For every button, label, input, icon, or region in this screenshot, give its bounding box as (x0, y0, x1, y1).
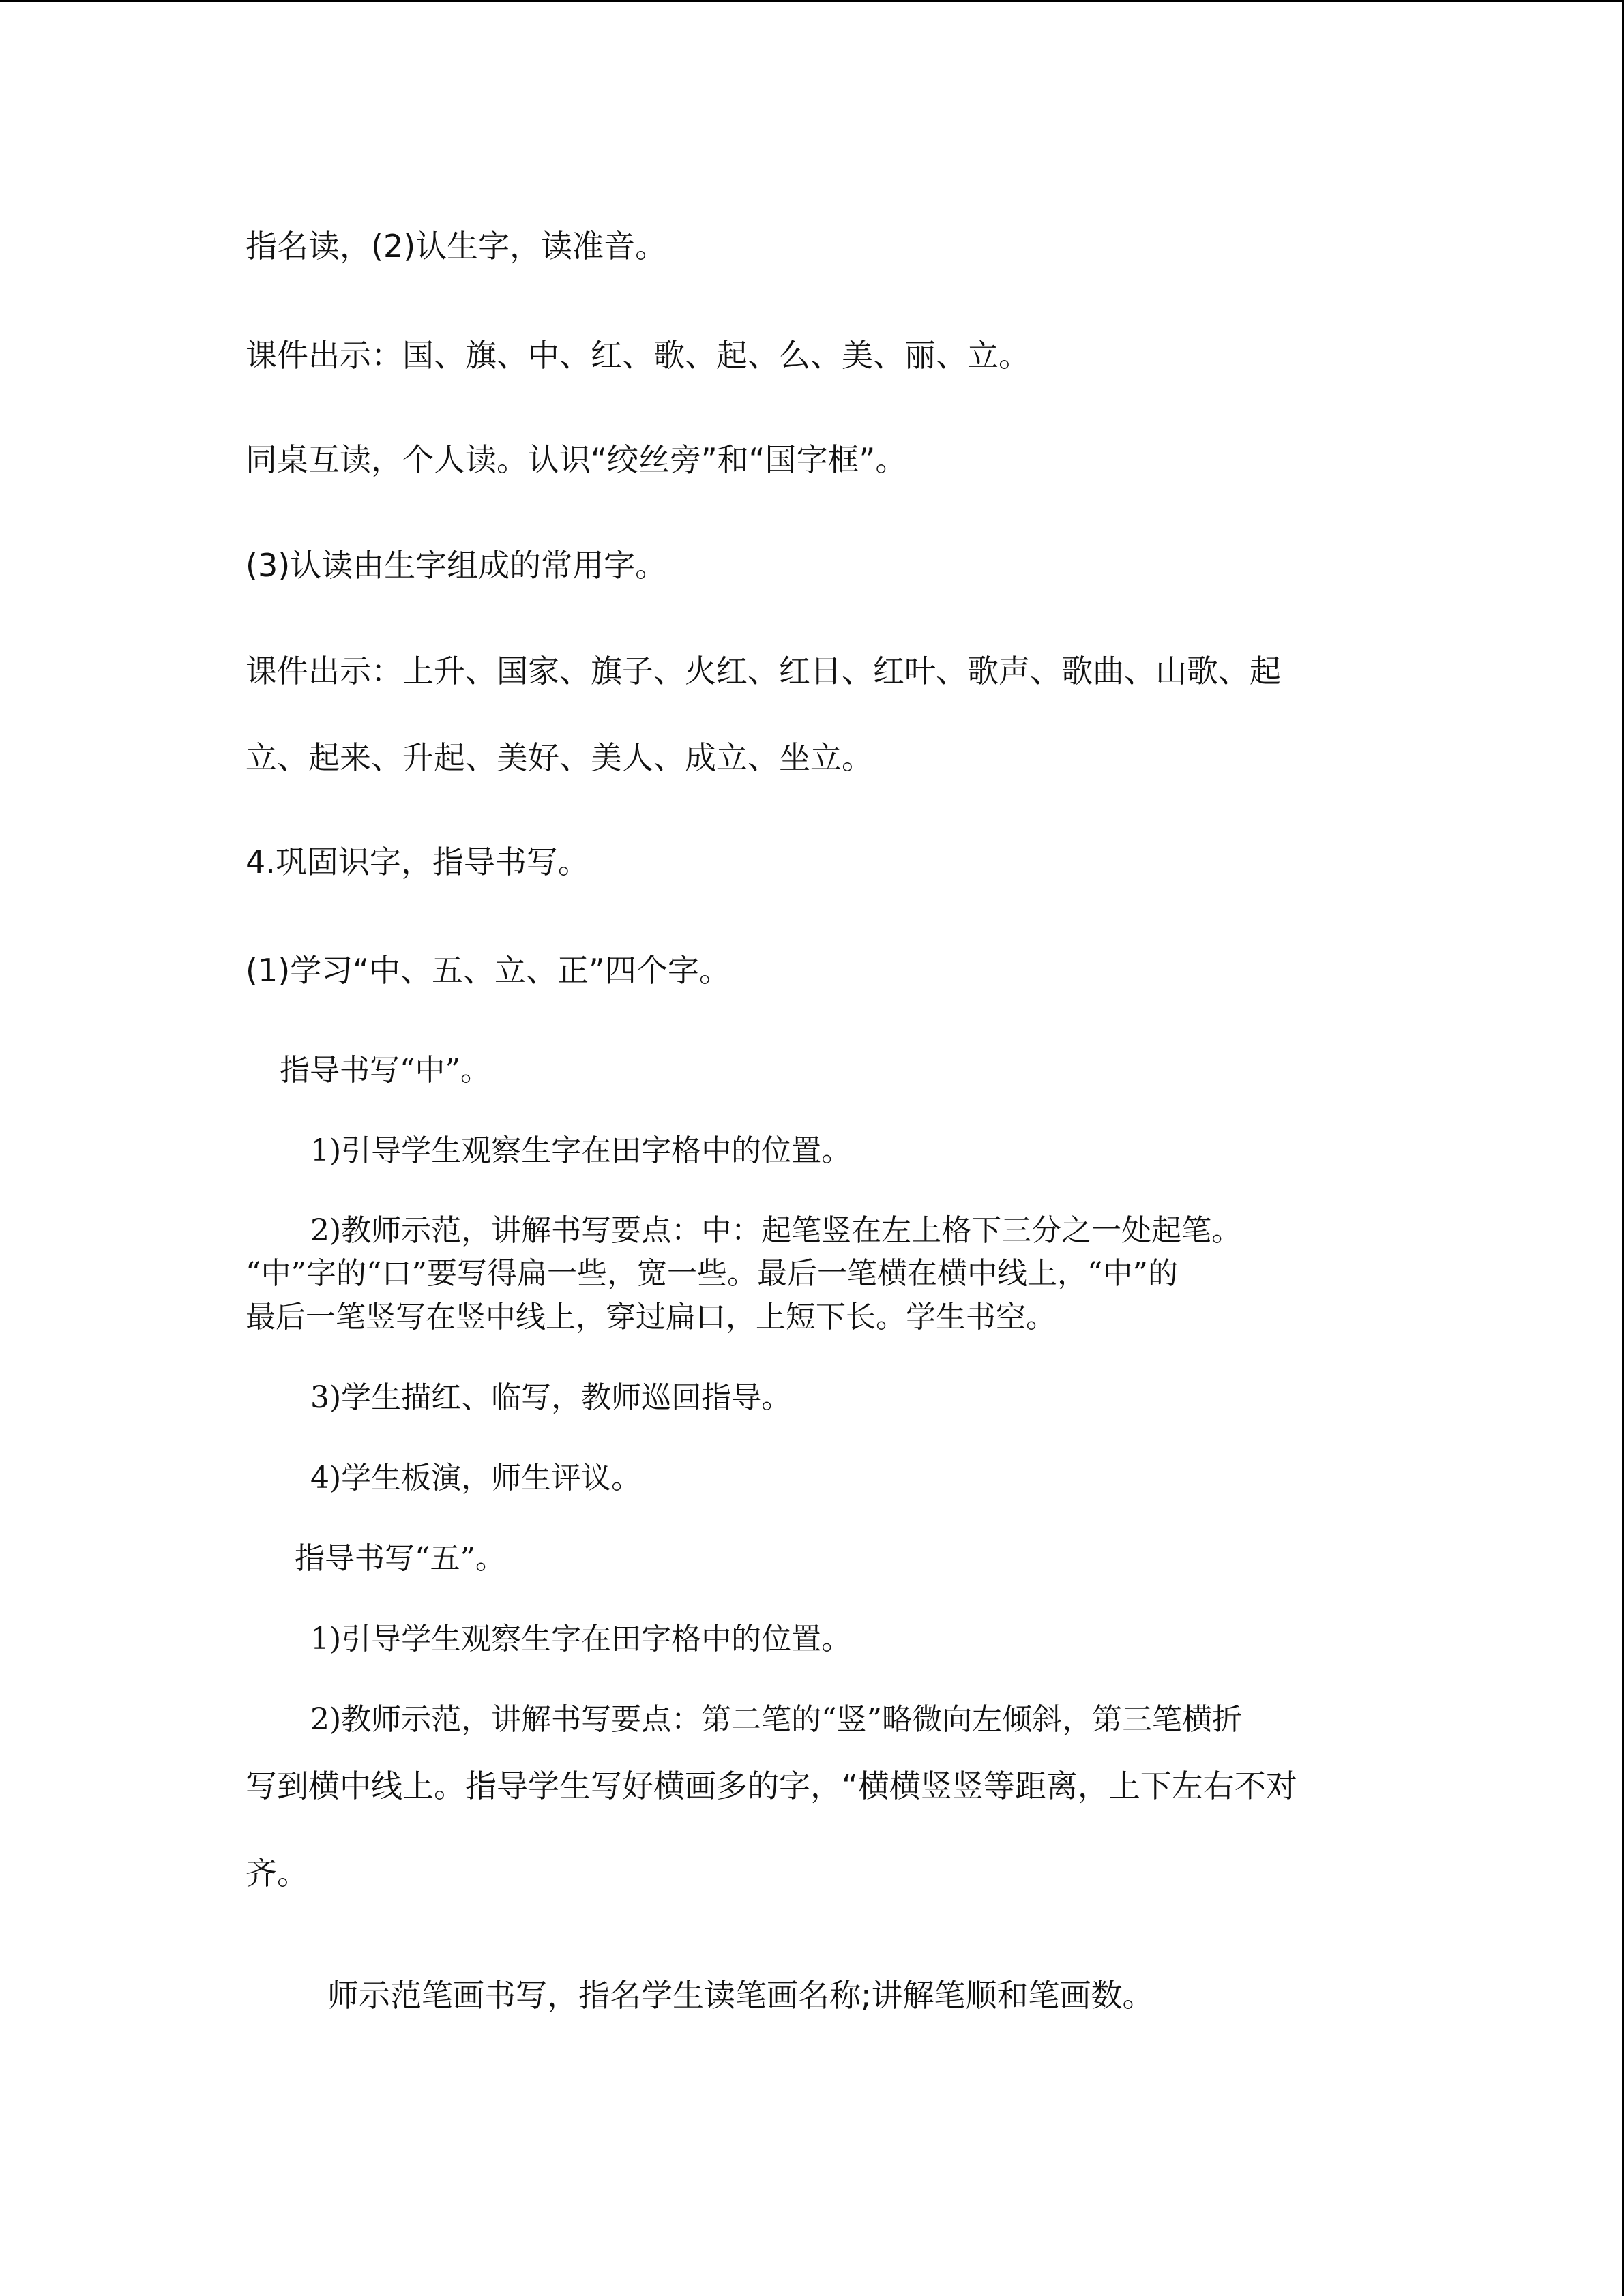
paragraph-line: 2)教师示范，讲解书写要点：中：起笔竖在左上格下三分之一处起笔。 (310, 1213, 1242, 1248)
paragraph-line: 1)引导学生观察生字在田字格中的位置。 (310, 1622, 852, 1656)
paragraph-line: 最后一笔竖写在竖中线上，穿过扁口，上短下长。学生书空。 (246, 1300, 1056, 1335)
paragraph-line: 指导书写“五”。 (295, 1541, 505, 1576)
paragraph-line: 2)教师示范，讲解书写要点：第二笔的“竖”略微向左倾斜，第三笔横折 (310, 1702, 1243, 1737)
paragraph-line: 1)引导学生观察生字在田字格中的位置。 (310, 1133, 852, 1168)
line-segment: 指导学生写好横画多的字，“横横竖竖等距离，上下左右不对 (465, 1768, 1297, 1804)
paragraph-line: 指导书写“中”。 (280, 1053, 490, 1088)
paragraph-line: 4.巩固识字，指导书写。 (246, 844, 589, 880)
line-segment: 写到横中线上。 (246, 1768, 465, 1804)
paragraph-line: 4)学生板演，师生评议。 (310, 1461, 642, 1495)
paragraph-line (246, 1761, 1297, 1806)
paragraph-line: (3)认读由生字组成的常用字。 (246, 547, 667, 584)
paragraph-line: 指名读，(2)认生字，读准音。 (246, 228, 667, 265)
paragraph-line: 3)学生描红、临写，教师巡回指导。 (310, 1380, 792, 1415)
paragraph-line: 齐。 (246, 1855, 308, 1892)
paragraph-line: 同桌互读，个人读。认识“绞丝旁”和“国字框”。 (246, 441, 907, 478)
paragraph-line: 立、起来、升起、美好、美人、成立、坐立。 (246, 739, 873, 776)
paragraph-line: “中”字的“口”要写得扁一些，宽一些。最后一笔横在横中线上，“中”的 (246, 1256, 1178, 1291)
paragraph-line: 课件出示：上升、国家、旗子、火红、红日、红叶、歌声、歌曲、山歌、起 (246, 653, 1281, 689)
paragraph-line: 课件出示：国、旗、中、红、歌、起、么、美、丽、立。 (246, 337, 1030, 374)
paragraph-line: (1)学习“中、五、立、正”四个字。 (246, 952, 730, 989)
paragraph-line: 师示范笔画书写，指名学生读笔画名称;讲解笔顺和笔画数。 (327, 1977, 1154, 2014)
